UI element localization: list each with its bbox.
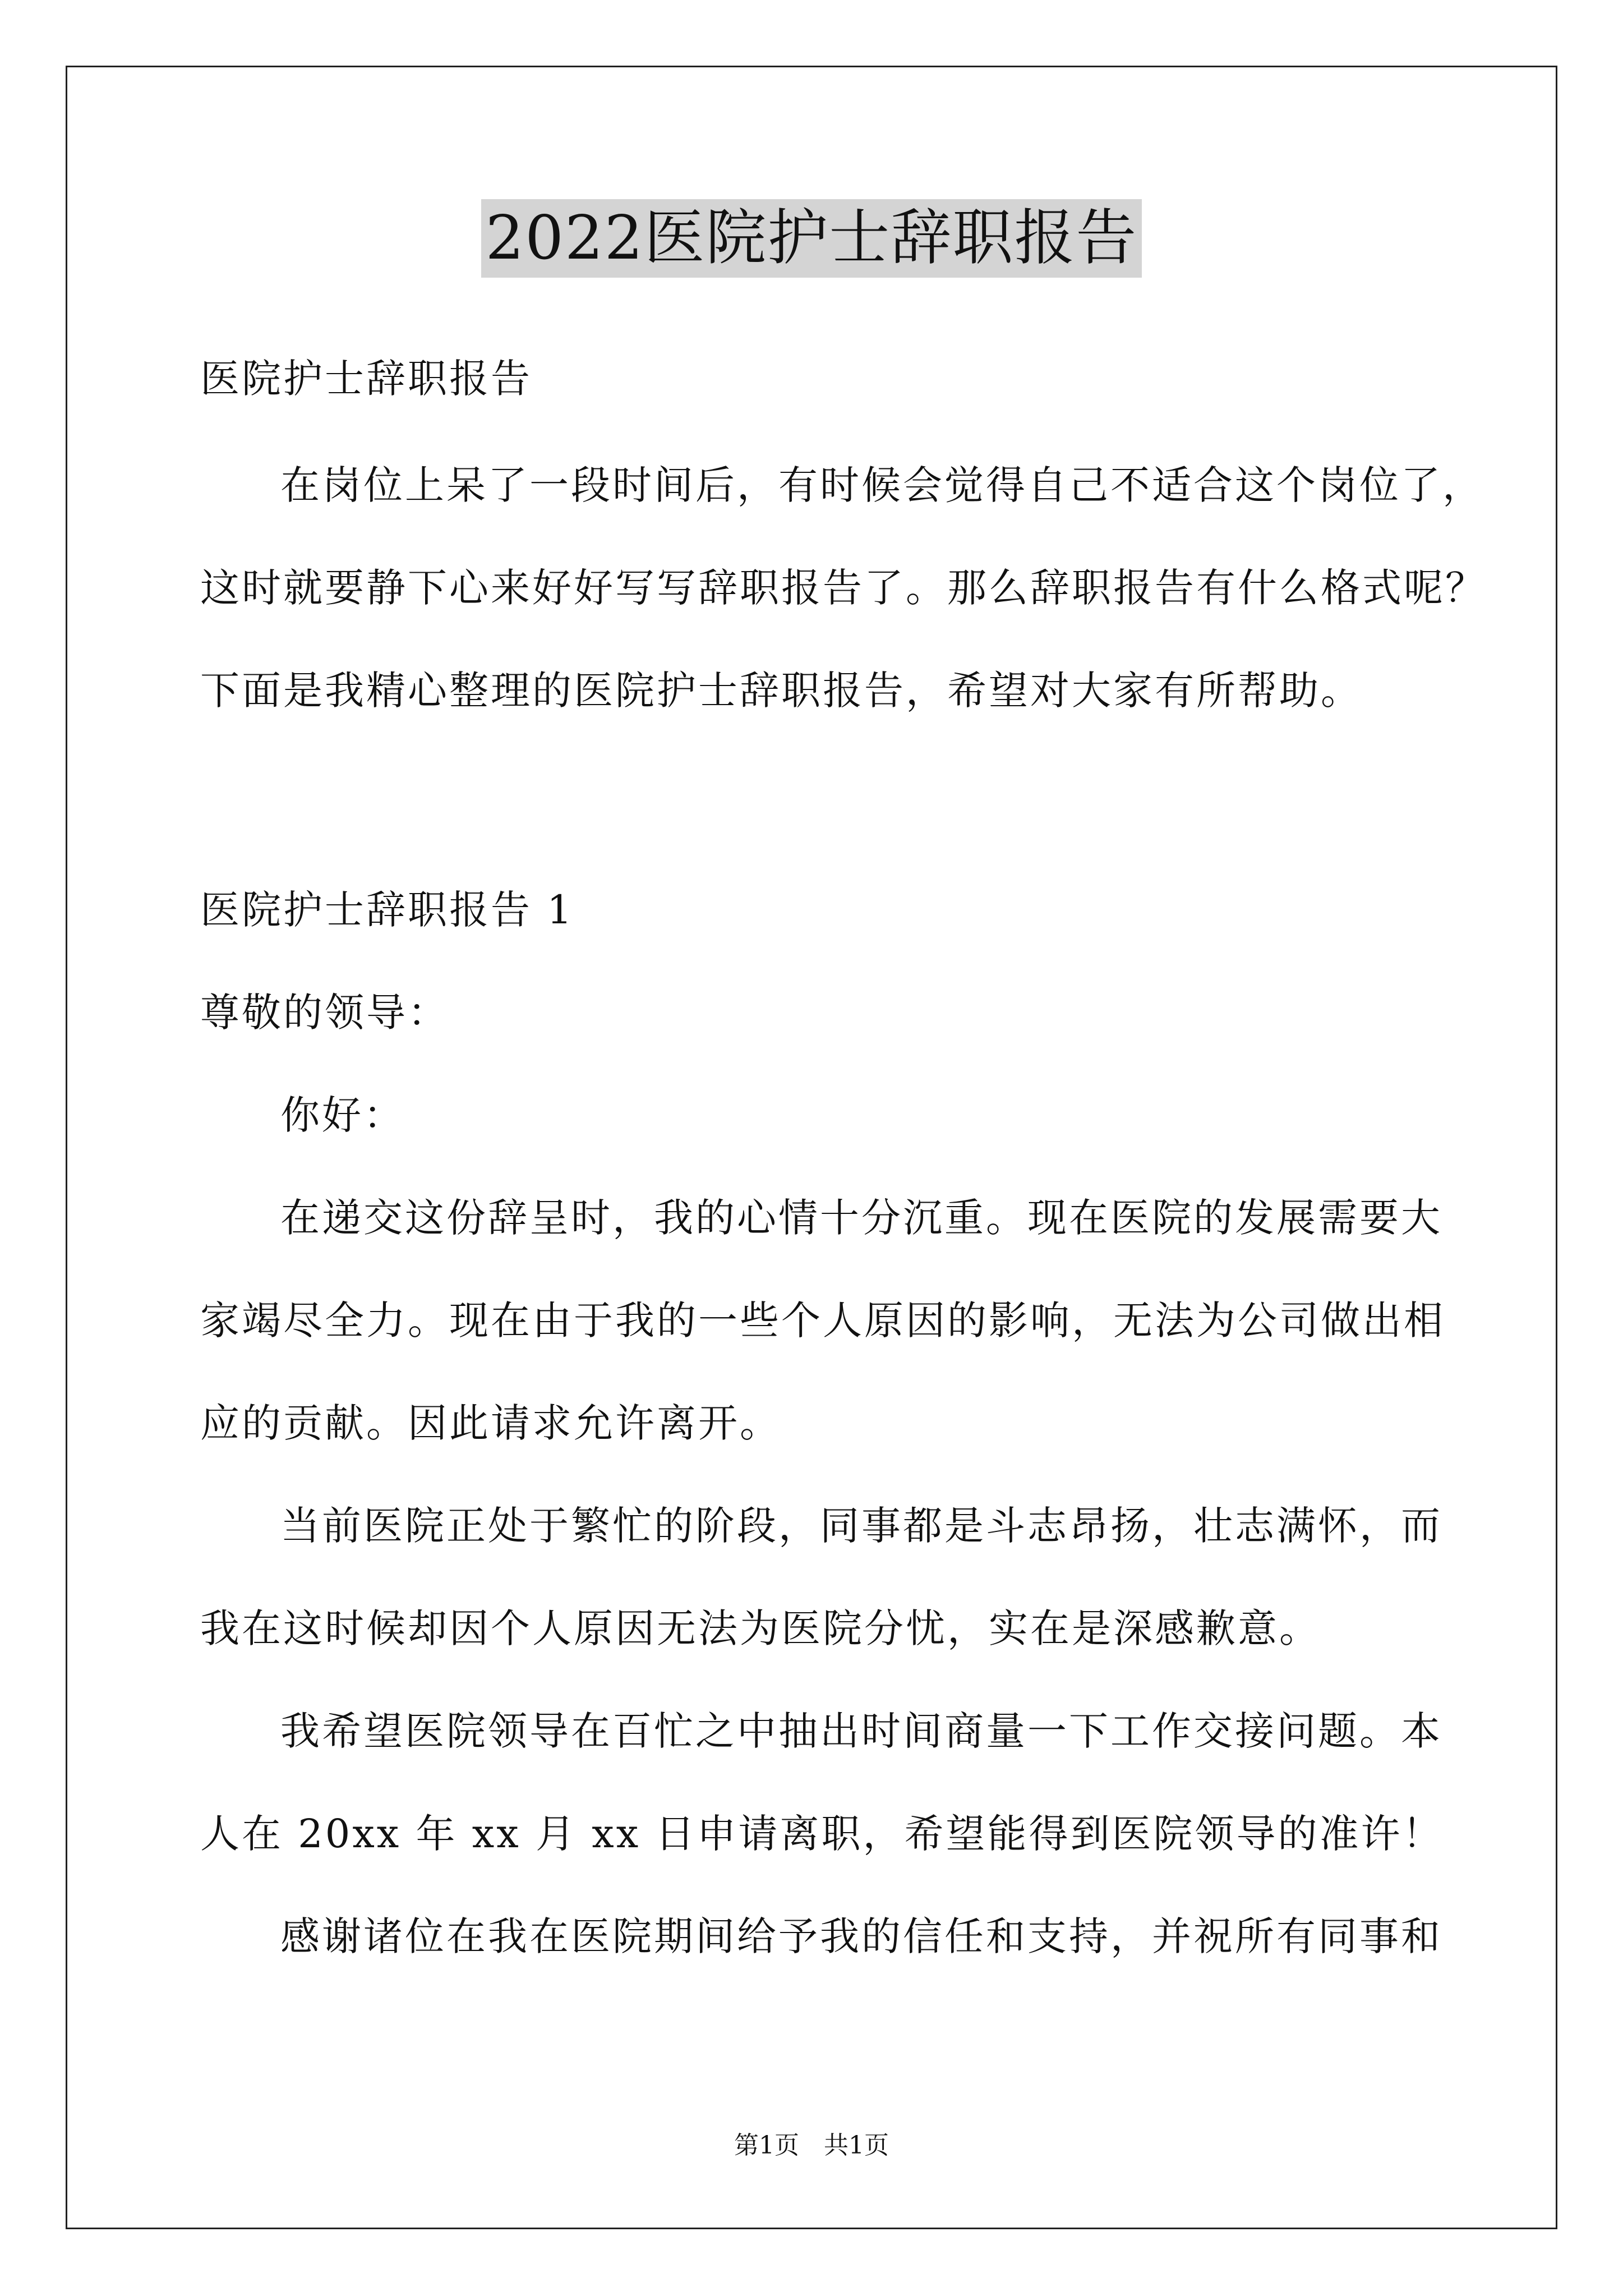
salutation: 尊敬的领导：: [200, 990, 449, 1036]
document-subtitle: 医院护士辞职报告: [200, 356, 532, 402]
body-line-5: 我在这时候却因个人原因无法为医院分忧，实在是深感歉意。: [200, 1605, 1321, 1651]
document-title: 2022医院护士辞职报告: [481, 199, 1142, 278]
page-footer: 第1页 共1页: [734, 2131, 889, 2160]
greeting: 你好：: [280, 1092, 405, 1138]
intro-line-1: 在岗位上呆了一段时间后，有时候会觉得自己不适合这个岗位了，: [280, 462, 1484, 508]
body-line-6: 我希望医院领导在百忙之中抽出时间商量一下工作交接问题。本: [280, 1708, 1442, 1754]
body-line-2: 家竭尽全力。现在由于我的一些个人原因的影响，无法为公司做出相: [200, 1297, 1445, 1343]
body-line-7: 人在 20xx 年 xx 月 xx 日申请离职，希望能得到医院领导的准许！: [200, 1811, 1444, 1857]
section-title: 医院护士辞职报告 1: [200, 887, 574, 933]
body-line-1: 在递交这份辞呈时，我的心情十分沉重。现在医院的发展需要大: [280, 1195, 1442, 1241]
body-line-4: 当前医院正处于繁忙的阶段，同事都是斗志昂扬，壮志满怀，而: [280, 1503, 1442, 1549]
body-line-8: 感谢诸位在我在医院期间给予我的信任和支持，并祝所有同事和: [280, 1913, 1442, 1959]
intro-line-3: 下面是我精心整理的医院护士辞职报告，希望对大家有所帮助。: [200, 668, 1362, 714]
title-wrap: [0, 199, 1623, 278]
body-line-3: 应的贡献。因此请求允许离开。: [200, 1400, 781, 1446]
intro-line-2: 这时就要静下心来好好写写辞职报告了。那么辞职报告有什么格式呢？: [200, 565, 1487, 611]
